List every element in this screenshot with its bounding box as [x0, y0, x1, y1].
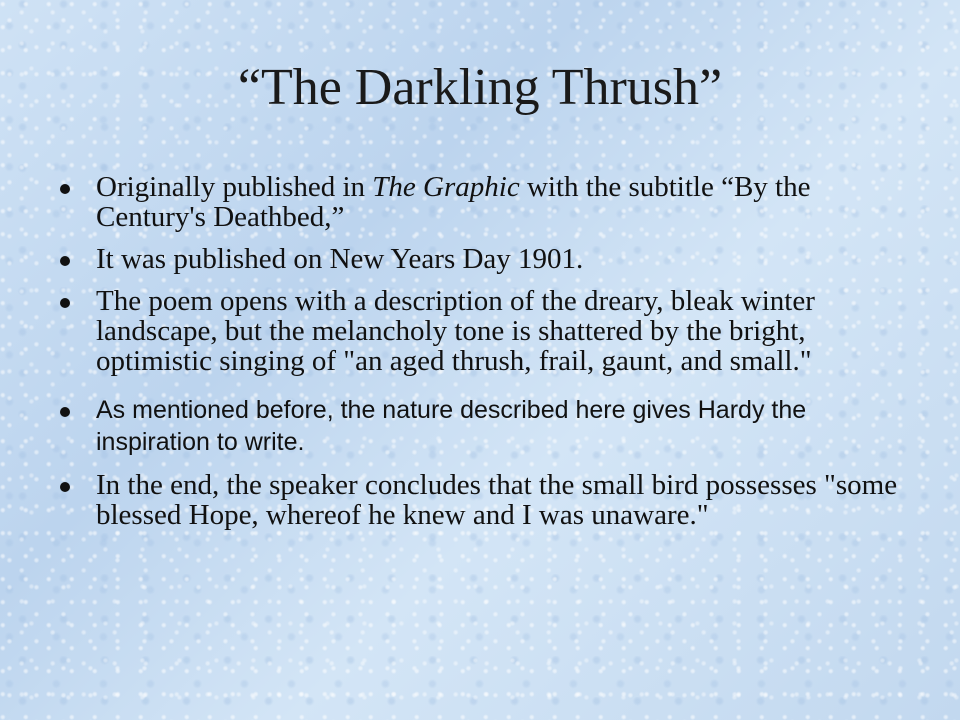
bullet-item: [60, 286, 900, 376]
bullet-text: The poem opens with a description of the dreary, bleak winter landscape, but the melancholy tone is shattered by the bright, optimistic singing of "an aged thrush, frail, gaunt, and small.": [96, 285, 815, 377]
slide-title: “The Darkling Thrush”: [237, 59, 723, 116]
bullet-dot-icon: [60, 482, 70, 492]
publication-name: The Graphic: [372, 171, 520, 203]
bullet-text: It was published on New Years Day 1901.: [96, 243, 584, 275]
bullet-dot-icon: [60, 184, 70, 194]
bullet-item: [60, 470, 900, 530]
bullet-text: [96, 171, 810, 233]
bullet-item: [60, 394, 900, 458]
bullet-text-part: Originally published in: [96, 171, 373, 203]
bullet-item: [60, 172, 900, 232]
bullet-dot-icon: [60, 407, 70, 417]
bullet-text: As mentioned before, the nature described here gives Hardy the inspiration to write.: [96, 396, 807, 456]
bullet-dot-icon: [60, 256, 70, 266]
bullet-text: In the end, the speaker concludes that the small bird possesses "some blessed Hope, whereof he knew and I was unaware.": [96, 469, 898, 531]
bullet-dot-icon: [60, 298, 70, 308]
bullet-list: [60, 172, 900, 542]
bullet-text-part: with the subtitle “By the Century's Deathbed,”: [96, 171, 811, 233]
bullet-item: [60, 244, 900, 274]
